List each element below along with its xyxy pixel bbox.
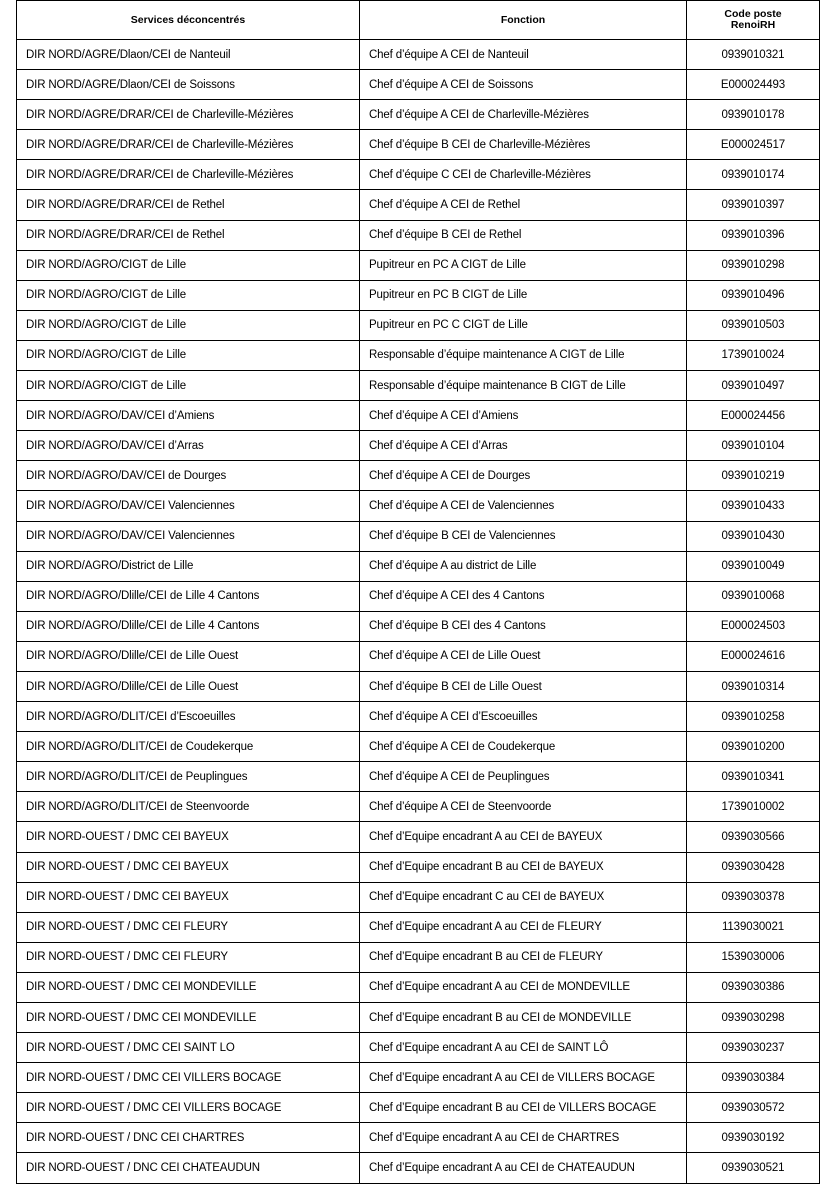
- fonction-cell: Chef d’Equipe encadrant A au CEI de CHATEAUDUN: [360, 1153, 687, 1183]
- code-poste-cell: 1139030021: [687, 912, 820, 942]
- code-poste-cell: 0939010341: [687, 762, 820, 792]
- fonction-cell: Chef d’équipe A CEI de Lille Ouest: [360, 641, 687, 671]
- fonction-cell: Responsable d’équipe maintenance A CIGT de Lille: [360, 340, 687, 370]
- service-cell: DIR NORD-OUEST / DMC CEI BAYEUX: [17, 882, 360, 912]
- header-code-line1: Code poste: [724, 8, 782, 20]
- service-cell: DIR NORD/AGRO/Dlille/CEI de Lille Ouest: [17, 671, 360, 701]
- code-poste-cell: 0939010497: [687, 371, 820, 401]
- fonction-cell: Chef d’Equipe encadrant A au CEI de VILLERS BOCAGE: [360, 1063, 687, 1093]
- service-cell: DIR NORD-OUEST / DMC CEI BAYEUX: [17, 852, 360, 882]
- table-row: [17, 912, 820, 942]
- code-poste-cell: 0939010298: [687, 250, 820, 280]
- fonction-cell: Chef d’équipe A CEI de Soissons: [360, 70, 687, 100]
- table-row: [17, 160, 820, 190]
- code-poste-cell: 1739010024: [687, 340, 820, 370]
- fonction-cell: Chef d’équipe A CEI des 4 Cantons: [360, 581, 687, 611]
- fonction-cell: Chef d’Equipe encadrant B au CEI de FLEURY: [360, 942, 687, 972]
- fonction-cell: Responsable d’équipe maintenance B CIGT de Lille: [360, 371, 687, 401]
- table-row: [17, 190, 820, 220]
- fonction-cell: Chef d’Equipe encadrant A au CEI de SAINT LÔ: [360, 1033, 687, 1063]
- code-poste-cell: E000024503: [687, 611, 820, 641]
- code-poste-cell: 0939030378: [687, 882, 820, 912]
- code-poste-cell: 0939010258: [687, 702, 820, 732]
- service-cell: DIR NORD/AGRO/DAV/CEI Valenciennes: [17, 521, 360, 551]
- service-cell: DIR NORD-OUEST / DMC CEI MONDEVILLE: [17, 972, 360, 1002]
- service-cell: DIR NORD/AGRO/DAV/CEI Valenciennes: [17, 491, 360, 521]
- table-row: [17, 1123, 820, 1153]
- fonction-cell: Chef d’équipe A CEI de Peuplingues: [360, 762, 687, 792]
- code-poste-cell: E000024493: [687, 70, 820, 100]
- fonction-cell: Pupitreur en PC C CIGT de Lille: [360, 310, 687, 340]
- service-cell: DIR NORD-OUEST / DMC CEI VILLERS BOCAGE: [17, 1093, 360, 1123]
- service-cell: DIR NORD-OUEST / DNC CEI CHARTRES: [17, 1123, 360, 1153]
- code-poste-cell: 0939010314: [687, 671, 820, 701]
- service-cell: DIR NORD/AGRO/CIGT de Lille: [17, 340, 360, 370]
- fonction-cell: Chef d’équipe C CEI de Charleville-Mézières: [360, 160, 687, 190]
- service-cell: DIR NORD-OUEST / DMC CEI VILLERS BOCAGE: [17, 1063, 360, 1093]
- table-row: [17, 671, 820, 701]
- code-poste-cell: 0939010068: [687, 581, 820, 611]
- service-cell: DIR NORD/AGRO/DAV/CEI de Dourges: [17, 461, 360, 491]
- table-row: [17, 250, 820, 280]
- service-cell: DIR NORD/AGRO/Dlille/CEI de Lille 4 Cantons: [17, 611, 360, 641]
- fonction-cell: Chef d’Equipe encadrant B au CEI de MONDEVILLE: [360, 1003, 687, 1033]
- table-header: [17, 1, 820, 40]
- table-row: [17, 70, 820, 100]
- fonction-cell: Pupitreur en PC B CIGT de Lille: [360, 280, 687, 310]
- code-poste-cell: 1539030006: [687, 942, 820, 972]
- code-poste-cell: 0939010104: [687, 431, 820, 461]
- table-row: [17, 762, 820, 792]
- code-poste-cell: 0939010200: [687, 732, 820, 762]
- service-cell: DIR NORD-OUEST / DMC CEI FLEURY: [17, 942, 360, 972]
- fonction-cell: Chef d’Equipe encadrant A au CEI de FLEURY: [360, 912, 687, 942]
- table-row: [17, 1093, 820, 1123]
- service-cell: DIR NORD/AGRE/DRAR/CEI de Rethel: [17, 190, 360, 220]
- postes-table: [16, 0, 820, 1184]
- code-poste-cell: 0939010430: [687, 521, 820, 551]
- table-row: [17, 732, 820, 762]
- fonction-cell: Chef d’équipe A CEI d’Arras: [360, 431, 687, 461]
- table-row: [17, 1003, 820, 1033]
- table-row: [17, 972, 820, 1002]
- service-cell: DIR NORD-OUEST / DNC CEI CHATEAUDUN: [17, 1153, 360, 1183]
- service-cell: DIR NORD/AGRO/CIGT de Lille: [17, 371, 360, 401]
- service-cell: DIR NORD/AGRO/District de Lille: [17, 551, 360, 581]
- header-code-poste: [687, 1, 820, 40]
- code-poste-cell: 0939010174: [687, 160, 820, 190]
- fonction-cell: Chef d’équipe B CEI de Valenciennes: [360, 521, 687, 551]
- service-cell: DIR NORD/AGRE/DRAR/CEI de Charleville-Mézières: [17, 100, 360, 130]
- fonction-cell: Chef d’équipe A CEI de Valenciennes: [360, 491, 687, 521]
- service-cell: DIR NORD-OUEST / DMC CEI SAINT LO: [17, 1033, 360, 1063]
- fonction-cell: Chef d’Equipe encadrant A au CEI de MONDEVILLE: [360, 972, 687, 1002]
- table-row: [17, 1153, 820, 1183]
- service-cell: DIR NORD-OUEST / DMC CEI BAYEUX: [17, 822, 360, 852]
- table-body: [17, 40, 820, 1184]
- table-row: [17, 852, 820, 882]
- service-cell: DIR NORD/AGRO/DAV/CEI d’Amiens: [17, 401, 360, 431]
- fonction-cell: Chef d’équipe B CEI des 4 Cantons: [360, 611, 687, 641]
- code-poste-cell: 0939010049: [687, 551, 820, 581]
- service-cell: DIR NORD-OUEST / DMC CEI MONDEVILLE: [17, 1003, 360, 1033]
- table-row: [17, 792, 820, 822]
- service-cell: DIR NORD/AGRO/Dlille/CEI de Lille 4 Cantons: [17, 581, 360, 611]
- fonction-cell: Chef d’Equipe encadrant B au CEI de VILLERS BOCAGE: [360, 1093, 687, 1123]
- table-row: [17, 431, 820, 461]
- table-row: [17, 882, 820, 912]
- header-code-line2: RenoiRH: [730, 19, 776, 31]
- fonction-cell: Chef d’équipe B CEI de Charleville-Mézières: [360, 130, 687, 160]
- code-poste-cell: 1739010002: [687, 792, 820, 822]
- service-cell: DIR NORD/AGRE/Dlaon/CEI de Soissons: [17, 70, 360, 100]
- code-poste-cell: E000024616: [687, 641, 820, 671]
- table-row: [17, 551, 820, 581]
- fonction-cell: Chef d’Equipe encadrant A au CEI de CHARTRES: [360, 1123, 687, 1153]
- code-poste-cell: E000024456: [687, 401, 820, 431]
- service-cell: DIR NORD/AGRE/Dlaon/CEI de Nanteuil: [17, 40, 360, 70]
- fonction-cell: Chef d’Equipe encadrant B au CEI de BAYEUX: [360, 852, 687, 882]
- table-row: [17, 220, 820, 250]
- fonction-cell: Chef d’équipe A CEI de Dourges: [360, 461, 687, 491]
- code-poste-cell: E000024517: [687, 130, 820, 160]
- fonction-cell: Chef d’équipe A CEI de Steenvoorde: [360, 792, 687, 822]
- table-row: [17, 491, 820, 521]
- table-row: [17, 581, 820, 611]
- code-poste-cell: 0939030521: [687, 1153, 820, 1183]
- table-row: [17, 702, 820, 732]
- service-cell: DIR NORD/AGRO/CIGT de Lille: [17, 250, 360, 280]
- fonction-cell: Chef d’équipe A au district de Lille: [360, 551, 687, 581]
- table-row: [17, 822, 820, 852]
- table-row: [17, 641, 820, 671]
- service-cell: DIR NORD/AGRO/DLIT/CEI de Peuplingues: [17, 762, 360, 792]
- table-row: [17, 611, 820, 641]
- service-cell: DIR NORD/AGRO/CIGT de Lille: [17, 280, 360, 310]
- fonction-cell: Chef d’Equipe encadrant C au CEI de BAYEUX: [360, 882, 687, 912]
- fonction-cell: Chef d’équipe A CEI de Nanteuil: [360, 40, 687, 70]
- table-row: [17, 461, 820, 491]
- fonction-cell: Chef d’Equipe encadrant A au CEI de BAYEUX: [360, 822, 687, 852]
- table-row: [17, 1063, 820, 1093]
- code-poste-cell: 0939030298: [687, 1003, 820, 1033]
- fonction-cell: Chef d’équipe A CEI de Charleville-Mézières: [360, 100, 687, 130]
- code-poste-cell: 0939030428: [687, 852, 820, 882]
- table-row: [17, 340, 820, 370]
- fonction-cell: Chef d’équipe A CEI de Rethel: [360, 190, 687, 220]
- service-cell: DIR NORD/AGRO/Dlille/CEI de Lille Ouest: [17, 641, 360, 671]
- service-cell: DIR NORD/AGRE/DRAR/CEI de Rethel: [17, 220, 360, 250]
- code-poste-cell: 0939010396: [687, 220, 820, 250]
- code-poste-cell: 0939010321: [687, 40, 820, 70]
- fonction-cell: Chef d’équipe B CEI de Lille Ouest: [360, 671, 687, 701]
- service-cell: DIR NORD/AGRO/DLIT/CEI de Steenvoorde: [17, 792, 360, 822]
- service-cell: DIR NORD/AGRE/DRAR/CEI de Charleville-Mézières: [17, 160, 360, 190]
- table-row: [17, 130, 820, 160]
- service-cell: DIR NORD/AGRO/DAV/CEI d’Arras: [17, 431, 360, 461]
- fonction-cell: Chef d’équipe A CEI d’Escoeuilles: [360, 702, 687, 732]
- code-poste-cell: 0939010496: [687, 280, 820, 310]
- fonction-cell: Pupitreur en PC A CIGT de Lille: [360, 250, 687, 280]
- table-row: [17, 100, 820, 130]
- code-poste-cell: 0939010433: [687, 491, 820, 521]
- code-poste-cell: 0939010219: [687, 461, 820, 491]
- service-cell: DIR NORD/AGRO/DLIT/CEI de Coudekerque: [17, 732, 360, 762]
- fonction-cell: Chef d’équipe A CEI d’Amiens: [360, 401, 687, 431]
- fonction-cell: Chef d’équipe A CEI de Coudekerque: [360, 732, 687, 762]
- code-poste-cell: 0939030237: [687, 1033, 820, 1063]
- service-cell: DIR NORD/AGRO/CIGT de Lille: [17, 310, 360, 340]
- code-poste-cell: 0939010397: [687, 190, 820, 220]
- table-row: [17, 40, 820, 70]
- header-services: Services déconcentrés: [17, 1, 360, 40]
- code-poste-cell: 0939030192: [687, 1123, 820, 1153]
- table-row: [17, 1033, 820, 1063]
- table-row: [17, 942, 820, 972]
- code-poste-cell: 0939030386: [687, 972, 820, 1002]
- service-cell: DIR NORD/AGRO/DLIT/CEI d’Escoeuilles: [17, 702, 360, 732]
- table-row: [17, 280, 820, 310]
- code-poste-cell: 0939030384: [687, 1063, 820, 1093]
- code-poste-cell: 0939010178: [687, 100, 820, 130]
- table-row: [17, 371, 820, 401]
- table-row: [17, 310, 820, 340]
- code-poste-cell: 0939030572: [687, 1093, 820, 1123]
- fonction-cell: Chef d’équipe B CEI de Rethel: [360, 220, 687, 250]
- service-cell: DIR NORD-OUEST / DMC CEI FLEURY: [17, 912, 360, 942]
- code-poste-cell: 0939010503: [687, 310, 820, 340]
- table-row: [17, 401, 820, 431]
- header-fonction: Fonction: [360, 1, 687, 40]
- service-cell: DIR NORD/AGRE/DRAR/CEI de Charleville-Mézières: [17, 130, 360, 160]
- table-row: [17, 521, 820, 551]
- document-page: [16, 0, 819, 1184]
- code-poste-cell: 0939030566: [687, 822, 820, 852]
